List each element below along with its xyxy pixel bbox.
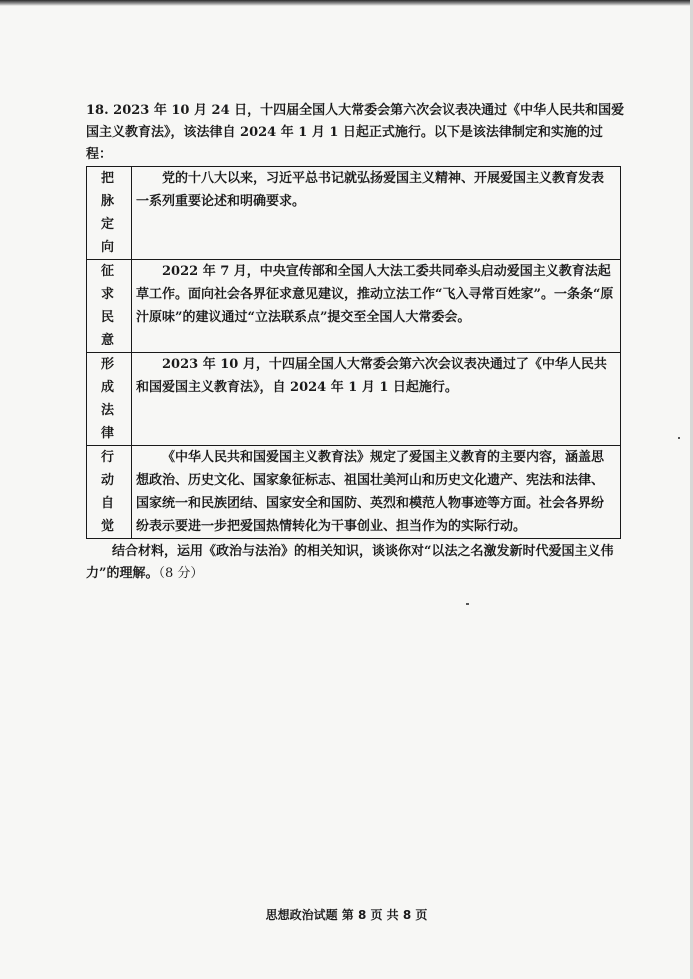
question-intro: 18. 2023 年 10 月 24 日，十四届全国人大常委会第六次会议表决通过《中华人民共和国爱国主义教育法》，该法律自 2024 年 1 月 1 日起正式施行。以下是该法律制定和实施的过程： (86, 103, 625, 162)
detail-cell: 党的十八大以来，习近平总书记就弘扬爱国主义精神、开展爱国主义教育发表一系列重要论述和明确要求。 (132, 167, 621, 260)
score-label: （8 分） (158, 566, 204, 581)
table-row (87, 167, 621, 260)
table-row (87, 353, 621, 446)
page-top-edge (0, 0, 693, 6)
question-18 (86, 100, 626, 585)
detail-cell: 2022 年 7 月，中央宣传部和全国人大法工委共同牵头启动爱国主义教育法起草工作。面向社会各界征求意见建议，推动立法工作“飞入寻常百姓家”。一条条“原汁原味”的建议通过“立法联系点”提交至全国人大常委会。 (132, 260, 621, 353)
scan-speck (678, 437, 680, 439)
stage-label: 把脉定向 (100, 171, 117, 255)
stage-label: 征求民意 (100, 264, 117, 348)
table-row (87, 446, 621, 539)
page-footer: 思想政治试题 第 8 页 共 8 页 (265, 908, 428, 922)
stage-label: 行动自觉 (100, 450, 117, 534)
stage-cell (87, 446, 132, 539)
scan-speck (466, 603, 469, 605)
prompt-text: 结合材料，运用《政治与法治》的相关知识，谈谈你对“以法之名激发新时代爱国主义伟力”的理解。 (86, 544, 614, 581)
detail-cell: 2023 年 10 月，十四届全国人大常委会第六次会议表决通过了《中华人民共和国爱国主义教育法》，自 2024 年 1 月 1 日起施行。 (132, 353, 621, 446)
detail-cell: 《中华人民共和国爱国主义教育法》规定了爱国主义教育的主要内容，涵盖思想政治、历史文化、国家象征标志、祖国壮美河山和历史文化遗产、宪法和法律、国家统一和民族团结、国家安全和国防、英烈和模范人物事迹等方面。社会各界纷纷表示要进一步把爱国热情转化为干事创业、担当作为的实际行动。 (132, 446, 621, 539)
question-prompt (86, 541, 626, 585)
law-process-table (86, 166, 621, 539)
stage-label: 形成法律 (100, 357, 117, 441)
stage-cell (87, 353, 132, 446)
stage-cell (87, 260, 132, 353)
stage-cell (87, 167, 132, 260)
table-row (87, 260, 621, 353)
